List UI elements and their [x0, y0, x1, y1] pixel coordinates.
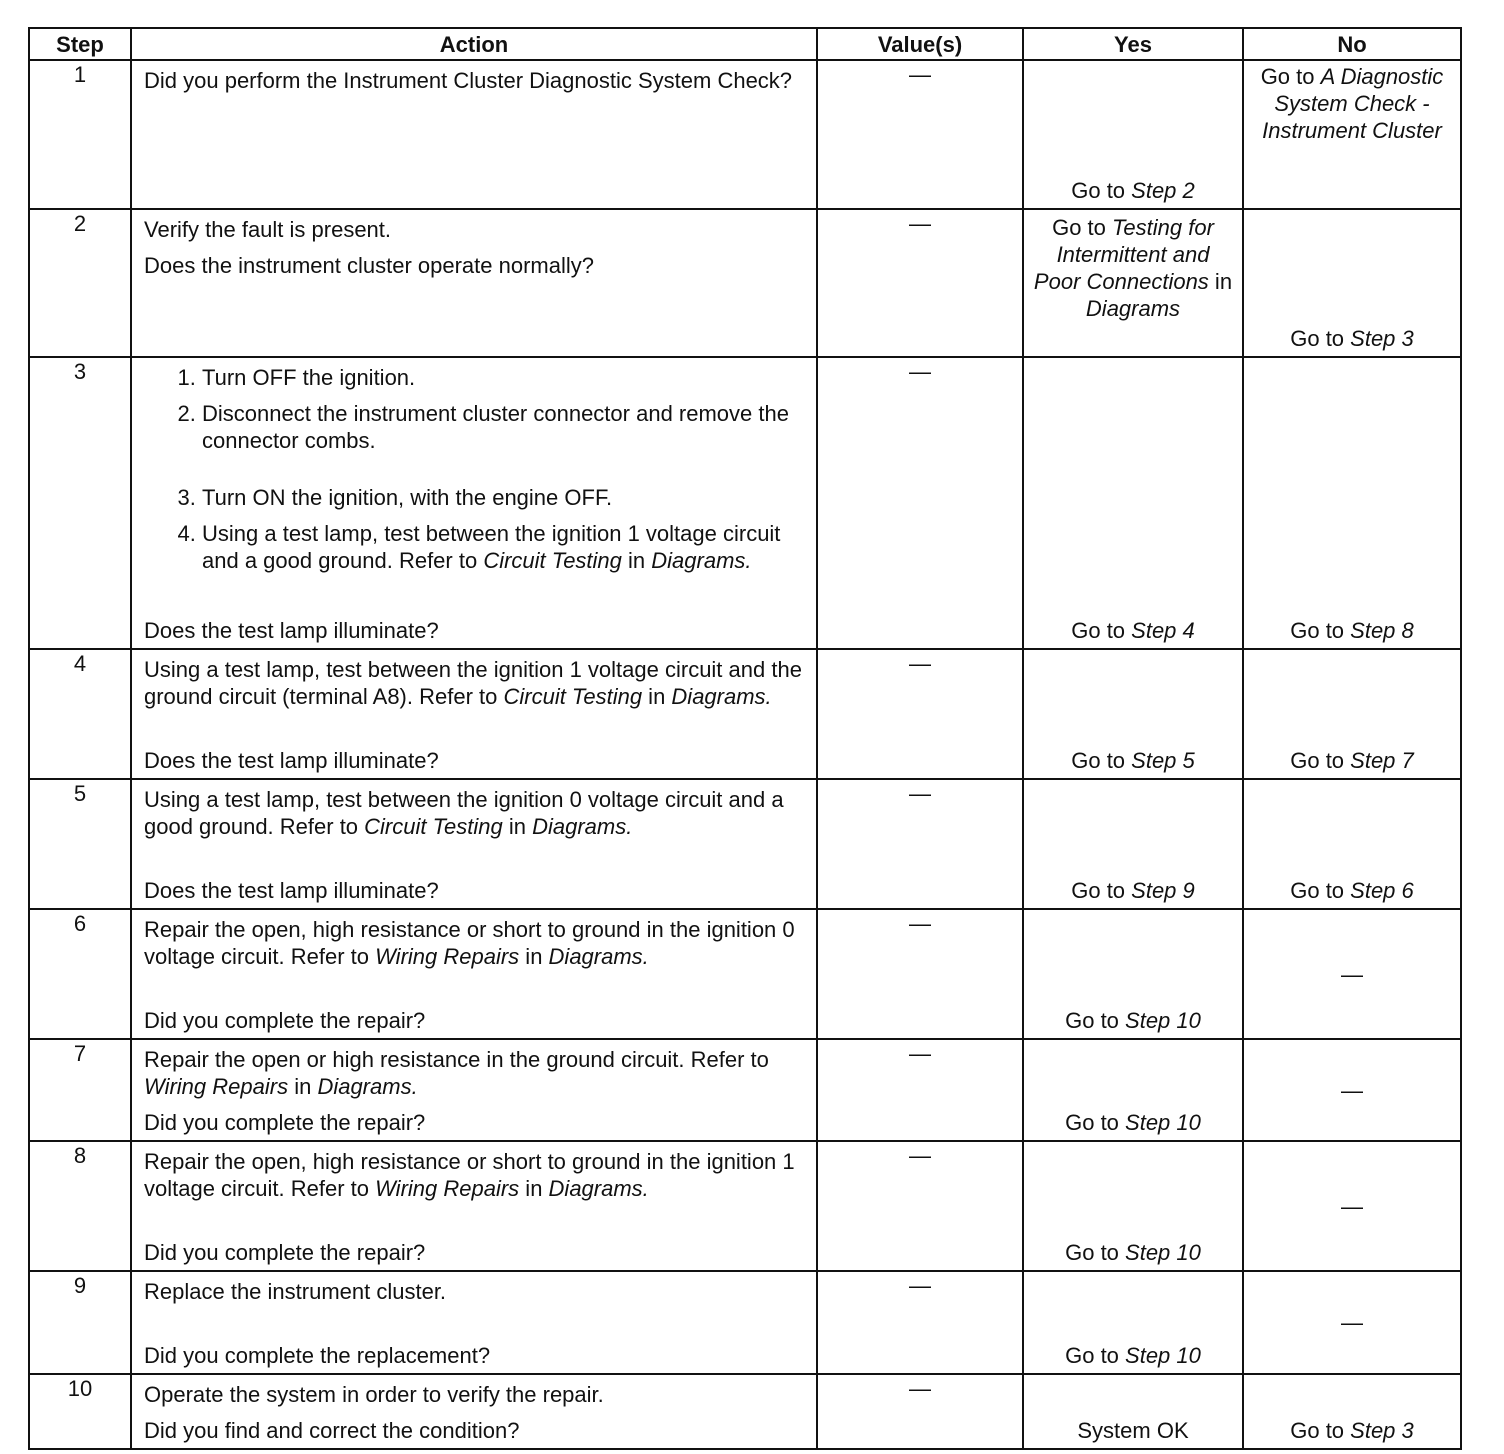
list-item: 4. Using a test lamp, test between the ignition 1 voltage circuit and a good ground. Refer to Circuit Testing in Diagrams.	[202, 520, 806, 574]
yes-outcome: Go to Step 5	[1071, 748, 1195, 773]
table-row	[29, 909, 1461, 1039]
action-text: Using a test lamp, test between the ignition 1 voltage circuit and the ground circuit (terminal A8). Refer to Circuit Testing in Diagrams.	[144, 657, 802, 709]
no-outcome: Go to Step 3	[1290, 1418, 1414, 1443]
yes-cell	[1023, 1039, 1243, 1141]
value-cell: —	[817, 60, 1023, 209]
diagrams-link[interactable]: Diagrams.	[651, 548, 752, 573]
no-link[interactable]: Step 6	[1350, 878, 1414, 903]
table-row	[29, 1271, 1461, 1374]
value-cell: —	[817, 357, 1023, 649]
yes-cell	[1023, 357, 1243, 649]
value-cell: —	[817, 1271, 1023, 1374]
step-number: 2	[29, 209, 131, 357]
yes-outcome: Go to Step 9	[1071, 878, 1195, 903]
value-cell: —	[817, 1141, 1023, 1271]
action-text: Repair the open, high resistance or short to ground in the ignition 0 voltage circuit. Refer to Wiring Repairs in Diagrams.	[144, 917, 795, 969]
no-cell	[1243, 209, 1461, 357]
action-text: Replace the instrument cluster.	[144, 1279, 447, 1304]
step-number: 10	[29, 1374, 131, 1449]
diagnostic-table	[28, 27, 1462, 1450]
step-number: 6	[29, 909, 131, 1039]
action-question: Does the test lamp illuminate?	[144, 878, 439, 903]
table-row	[29, 209, 1461, 357]
action-text: Operate the system in order to verify the repair.	[144, 1382, 604, 1407]
action-cell	[131, 1141, 817, 1271]
yes-outcome: Go to Step 2	[1071, 178, 1195, 203]
action-question: Does the test lamp illuminate?	[144, 748, 439, 773]
step-number: 1	[29, 60, 131, 209]
action-text: Did you perform the Instrument Cluster Diagnostic System Check?	[144, 68, 793, 93]
no-outcome: Go to Step 6	[1290, 878, 1414, 903]
header-row	[29, 28, 1461, 60]
table-row	[29, 649, 1461, 779]
list-item: 2. Disconnect the instrument cluster connector and remove the connector combs.	[202, 400, 806, 454]
no-outcome: Go to A Diagnostic System Check - Instrument Cluster	[1260, 64, 1444, 143]
action-cell	[131, 209, 817, 357]
action-question: Did you complete the repair?	[144, 1240, 426, 1265]
circuit-testing-link[interactable]: Circuit Testing	[364, 814, 503, 839]
action-question: Did you find and correct the condition?	[144, 1418, 520, 1443]
yes-link[interactable]: Step 10	[1125, 1343, 1201, 1368]
value-cell: —	[817, 1039, 1023, 1141]
value-cell: —	[817, 779, 1023, 909]
no-cell	[1243, 649, 1461, 779]
yes-cell	[1023, 909, 1243, 1039]
circuit-testing-link[interactable]: Circuit Testing	[503, 684, 643, 709]
no-cell	[1243, 357, 1461, 649]
table-row	[29, 357, 1461, 649]
header-no: No	[1243, 28, 1461, 60]
yes-link[interactable]: Testing for Intermittent and Poor Connections	[1033, 215, 1214, 294]
step-number: 7	[29, 1039, 131, 1141]
diagrams-link[interactable]: Diagrams.	[548, 1176, 649, 1201]
table-row	[29, 1039, 1461, 1141]
table-row	[29, 60, 1461, 209]
no-outcome: Go to Step 8	[1290, 618, 1414, 643]
no-link[interactable]: Step 7	[1350, 748, 1414, 773]
step-number: 9	[29, 1271, 131, 1374]
yes-cell	[1023, 779, 1243, 909]
table-row	[29, 779, 1461, 909]
value-cell: —	[817, 1374, 1023, 1449]
no-cell	[1243, 779, 1461, 909]
yes-cell	[1023, 1141, 1243, 1271]
action-cell	[131, 649, 817, 779]
no-outcome: Go to Step 3	[1290, 326, 1414, 351]
yes-outcome: Go to Testing for Intermittent and Poor Connections in Diagrams	[1033, 215, 1233, 321]
yes-link[interactable]: Step 4	[1131, 618, 1195, 643]
no-cell	[1243, 1374, 1461, 1449]
action-text: Using a test lamp, test between the ignition 0 voltage circuit and a good ground. Refer to Circuit Testing in Diagrams.	[144, 787, 784, 839]
no-cell: —	[1243, 1141, 1461, 1271]
yes-cell	[1023, 209, 1243, 357]
yes-link[interactable]: Step 10	[1125, 1110, 1201, 1135]
yes-link[interactable]: Step 9	[1131, 878, 1195, 903]
action-question: Did you complete the repair?	[144, 1008, 426, 1033]
step-number: 3	[29, 357, 131, 649]
step-number: 4	[29, 649, 131, 779]
yes-outcome: Go to Step 10	[1065, 1008, 1201, 1033]
action-steps-list	[144, 364, 806, 583]
list-item: 3. Turn ON the ignition, with the engine OFF.	[202, 484, 806, 511]
yes-link[interactable]: Step 10	[1125, 1240, 1201, 1265]
table-row	[29, 1374, 1461, 1449]
yes-cell	[1023, 1271, 1243, 1374]
action-cell	[131, 1271, 817, 1374]
action-cell	[131, 1039, 817, 1141]
wiring-repairs-link[interactable]: Wiring Repairs	[144, 1074, 289, 1099]
action-question: Does the test lamp illuminate?	[144, 618, 439, 643]
header-step: Step	[29, 28, 131, 60]
yes-link[interactable]: Step 10	[1125, 1008, 1201, 1033]
table-row	[29, 1141, 1461, 1271]
action-cell	[131, 1374, 817, 1449]
diagrams-link[interactable]: Diagrams.	[532, 814, 633, 839]
no-link[interactable]: Step 3	[1350, 326, 1414, 351]
action-cell	[131, 779, 817, 909]
no-link[interactable]: Step 8	[1350, 618, 1414, 643]
yes-link[interactable]: Step 5	[1131, 748, 1195, 773]
yes-cell	[1023, 1374, 1243, 1449]
action-cell	[131, 60, 817, 209]
yes-cell	[1023, 649, 1243, 779]
yes-outcome: Go to Step 10	[1065, 1240, 1201, 1265]
yes-cell	[1023, 60, 1243, 209]
yes-outcome: Go to Step 10	[1065, 1110, 1201, 1135]
circuit-testing-link[interactable]: Circuit Testing	[483, 548, 622, 573]
action-question: Does the instrument cluster operate normally?	[144, 253, 594, 278]
yes-link-2[interactable]: Diagrams	[1085, 296, 1181, 321]
value-cell: —	[817, 209, 1023, 357]
no-cell: —	[1243, 909, 1461, 1039]
wiring-repairs-link[interactable]: Wiring Repairs	[375, 944, 520, 969]
action-question: Did you complete the repair?	[144, 1110, 426, 1135]
action-text: Repair the open, high resistance or short to ground in the ignition 1 voltage circuit. Refer to Wiring Repairs in Diagrams.	[144, 1149, 795, 1201]
yes-outcome: Go to Step 10	[1065, 1343, 1201, 1368]
action-text: Repair the open or high resistance in the ground circuit. Refer to Wiring Repairs in Diagrams.	[144, 1047, 769, 1099]
step-number: 5	[29, 779, 131, 909]
diagrams-link[interactable]: Diagrams.	[317, 1074, 418, 1099]
step-number: 8	[29, 1141, 131, 1271]
yes-outcome: Go to Step 4	[1071, 618, 1195, 643]
wiring-repairs-link[interactable]: Wiring Repairs	[375, 1176, 520, 1201]
action-cell	[131, 357, 817, 649]
action-text: Verify the fault is present.	[144, 217, 392, 242]
header-action: Action	[131, 28, 817, 60]
no-cell	[1243, 60, 1461, 209]
header-values: Value(s)	[817, 28, 1023, 60]
yes-outcome: System OK	[1077, 1418, 1189, 1443]
value-cell: —	[817, 649, 1023, 779]
header-yes: Yes	[1023, 28, 1243, 60]
no-outcome: Go to Step 7	[1290, 748, 1414, 773]
no-cell: —	[1243, 1271, 1461, 1374]
list-item: 1. Turn OFF the ignition.	[202, 364, 806, 391]
diagrams-link[interactable]: Diagrams.	[548, 944, 649, 969]
action-cell	[131, 909, 817, 1039]
yes-link[interactable]: Step 2	[1131, 178, 1195, 203]
no-cell: —	[1243, 1039, 1461, 1141]
diagrams-link[interactable]: Diagrams.	[671, 684, 772, 709]
no-link[interactable]: A Diagnostic System Check - Instrument Cluster	[1262, 64, 1444, 143]
action-question: Did you complete the replacement?	[144, 1343, 491, 1368]
no-link[interactable]: Step 3	[1350, 1418, 1414, 1443]
value-cell: —	[817, 909, 1023, 1039]
